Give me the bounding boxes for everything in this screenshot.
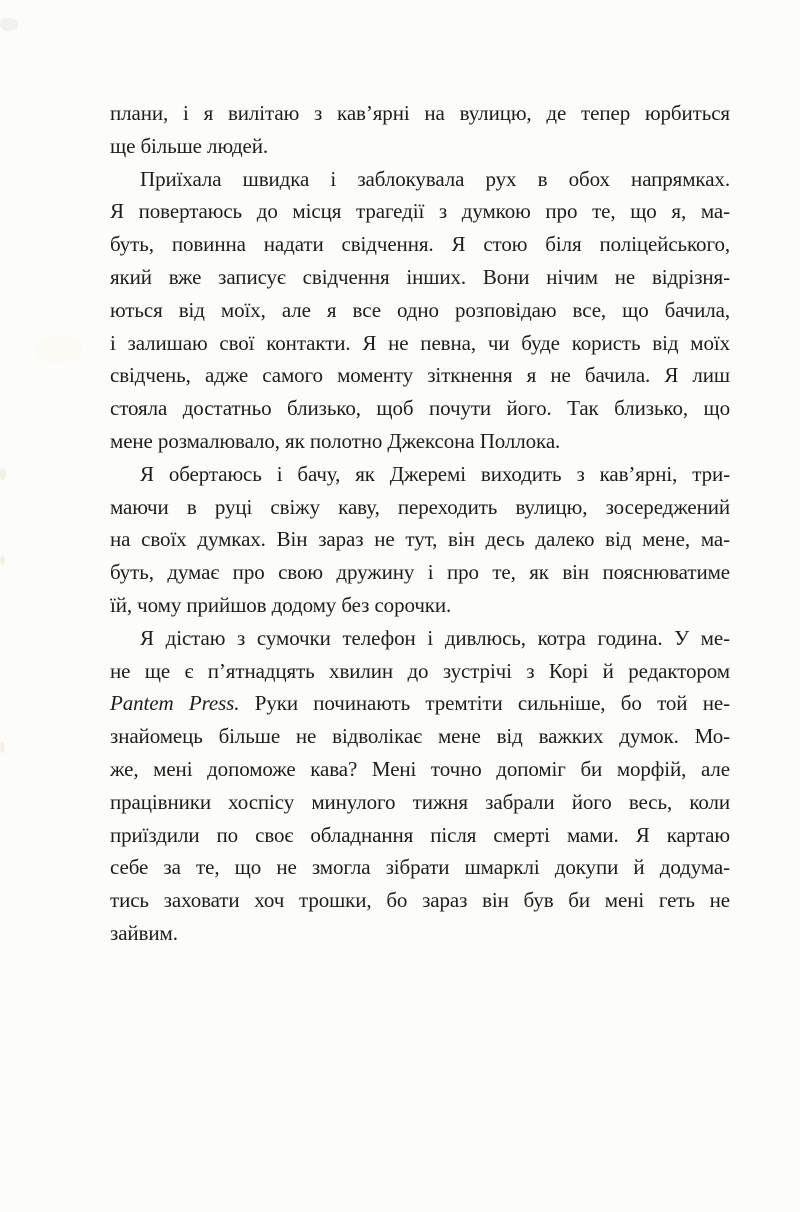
text-line: працівники хоспісу минулого тижня забрали його весь, коли — [110, 789, 730, 814]
paragraph — [110, 458, 730, 622]
text-line: буть, повинна надати свідчення. Я стою біля поліцейського, — [110, 232, 730, 257]
text-line: на своїх думках. Він зараз не тут, він десь далеко від мене, ма- — [110, 527, 730, 552]
scan-smudge — [0, 742, 5, 753]
text-line: не ще є п’ятнадцять хвилин до зустрічі з Корі й редактором — [110, 658, 730, 683]
text-line: тись заховати хоч трошки, бо зараз він був би мені геть не — [110, 888, 730, 913]
text-line: і залишаю свої контакти. Я не певна, чи буде користь від моїх — [110, 330, 730, 355]
text-line: приїздили по своє обладнання після смерті мами. Я картаю — [110, 822, 730, 847]
text-line: Приїхала швидка і заблокувала рух в обох напрямках. — [140, 166, 730, 191]
text-line: Я дістаю з сумочки телефон і дивлюсь, котра година. У ме- — [140, 625, 730, 650]
text-line: ще більше людей. — [110, 133, 269, 158]
publisher-name-italic: Pantem Press. — [110, 691, 240, 716]
text-line: буть, думає про свою дружину і про те, як він пояснюватиме — [110, 560, 730, 585]
text-line: маючи в руці свіжу каву, переходить вулицю, зосереджений — [110, 494, 730, 519]
paragraph — [110, 97, 730, 163]
text-line — [110, 687, 730, 720]
text-line: Я повертаюсь до місця трагедії з думкою про те, що я, ма- — [110, 199, 730, 224]
text-line-rest: Руки починають тремтіти сильніше, бо той не- — [239, 691, 730, 716]
text-line: їй, чому прийшов додому без сорочки. — [110, 592, 452, 617]
text-line: який вже записує свідчення інших. Вони нічим не відрізня- — [110, 264, 730, 289]
text-line: знайомець більше не відволікає мене від важких думок. Мо- — [110, 724, 730, 749]
text-line: же, мені допоможе кава? Мені точно допоміг би морфій, але — [110, 756, 730, 781]
scan-smudge — [0, 468, 6, 480]
text-line: мене розмалювало, як полотно Джексона Поллока. — [110, 428, 561, 453]
page-text — [110, 97, 730, 950]
text-line: плани, і я вилітаю з кав’ярні на вулицю, де тепер юрбиться — [110, 101, 730, 125]
scan-smudge — [0, 556, 5, 565]
text-line: себе за те, що не змогла зібрати шмарклі докупи й додума- — [110, 855, 730, 880]
scan-smudge — [36, 336, 82, 362]
scan-smudge — [0, 18, 18, 31]
text-line: ються від моїх, але я все одно розповідаю все, що бачила, — [110, 297, 730, 322]
text-line: стояла достатньо близько, щоб почути його. Так близько, що — [110, 396, 730, 421]
paragraph — [110, 163, 730, 458]
text-line: свідчень, адже самого моменту зіткнення я не бачила. Я лиш — [110, 363, 730, 388]
paragraph — [110, 622, 730, 950]
text-line: Я обертаюсь і бачу, як Джеремі виходить з кав’ярні, три- — [140, 461, 730, 486]
text-line: зайвим. — [110, 920, 178, 945]
